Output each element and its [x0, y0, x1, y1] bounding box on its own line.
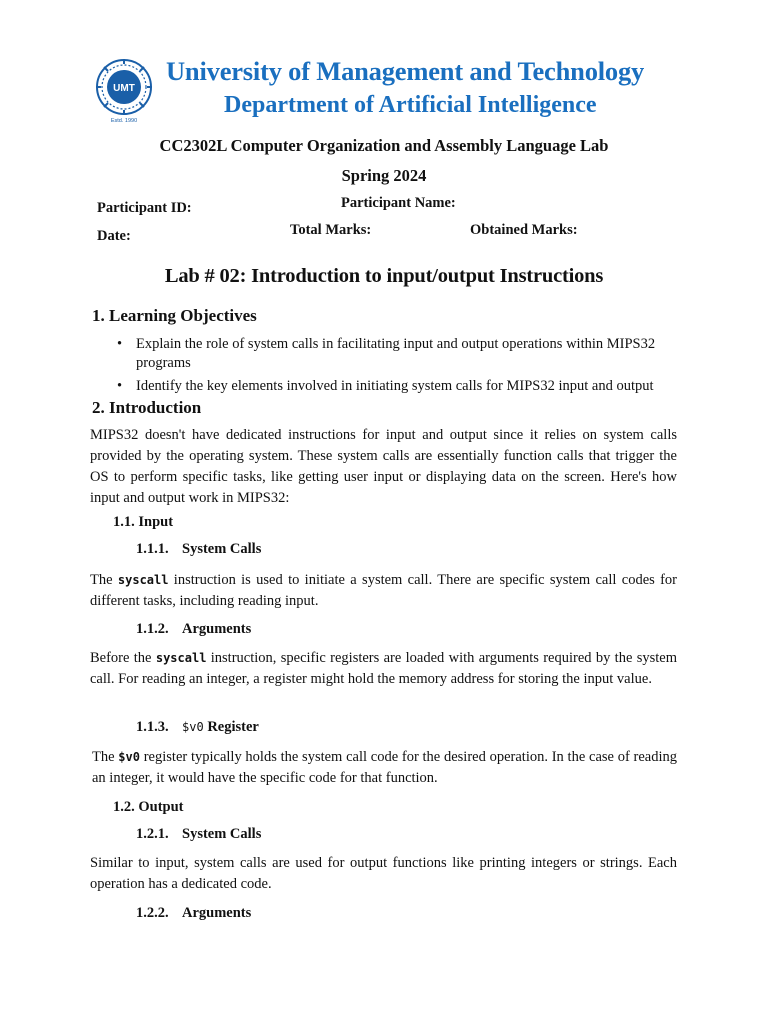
syscall-code: syscall: [117, 573, 169, 587]
input-arguments-heading: 1.1.2. Arguments: [136, 621, 252, 637]
date-label: Date:: [97, 228, 131, 244]
svg-text:UMT: UMT: [113, 83, 135, 94]
output-heading: 1.2. Output: [113, 799, 184, 815]
v0-register-heading: 1.1.3. $v0 Register: [136, 719, 259, 735]
course-title: CC2302L Computer Organization and Assembly Language Lab: [159, 136, 609, 155]
v0-code: $v0: [118, 750, 140, 764]
svg-text:Estd. 1990: Estd. 1990: [110, 118, 138, 124]
introduction-paragraph: MIPS32 doesn't have dedicated instructions for input and output since it relies on system calls provided by the operating system. These system calls are essentially function calls that trigger the OS to perform specific tasks, like getting user input or displaying data on the screen. Here's how input and output work in MIPS32:: [90, 427, 677, 506]
introduction-heading: 2. Introduction: [92, 398, 202, 417]
syscall-code: syscall: [155, 651, 207, 665]
lab-title: Lab # 02: Introduction to input/output Instructions: [164, 265, 604, 287]
output-system-calls-heading: 1.2.1. System Calls: [136, 826, 262, 842]
total-marks-label: Total Marks:: [290, 222, 372, 238]
department-name: Department of Artificial Intelligence: [224, 92, 597, 118]
semester: Spring 2024: [341, 166, 427, 185]
participant-name-label: Participant Name:: [341, 195, 456, 211]
umt-seal-icon: [93, 58, 155, 124]
input-system-calls-heading: 1.1.1. System Calls: [136, 541, 262, 557]
participant-id-label: Participant ID:: [97, 200, 192, 216]
v0-register-paragraph: The $v0 register typically holds the system call code for the desired operation. In the case of reading an integer, it would have the specific code for that function.: [92, 749, 678, 786]
objectives-list: [115, 335, 685, 396]
input-arguments-paragraph: Before the syscall instruction, specific registers are loaded with arguments required by the system call. For reading an integer, a register might hold the memory address for storing the input value.: [90, 650, 678, 687]
output-system-calls-paragraph: Similar to input, system calls are used for output functions like printing integers or strings. Each operation has a dedicated code.: [90, 855, 677, 892]
output-arguments-heading: 1.2.2. Arguments: [136, 905, 252, 921]
obtained-marks-label: Obtained Marks:: [470, 222, 578, 238]
input-heading: 1.1. Input: [113, 514, 174, 530]
university-name: University of Management and Technology: [166, 56, 645, 86]
objectives-heading: 1. Learning Objectives: [92, 306, 257, 325]
input-system-calls-paragraph: The syscall instruction is used to initiate a system call. There are specific system call codes for different tasks, including reading input.: [90, 572, 678, 609]
objective-item: • Explain the role of system calls in facilitating input and output operations within MIPS32 programs: [115, 335, 685, 373]
umt-logo: [93, 58, 155, 124]
objective-item: • Identify the key elements involved in initiating system calls for MIPS32 input and output: [115, 377, 685, 396]
